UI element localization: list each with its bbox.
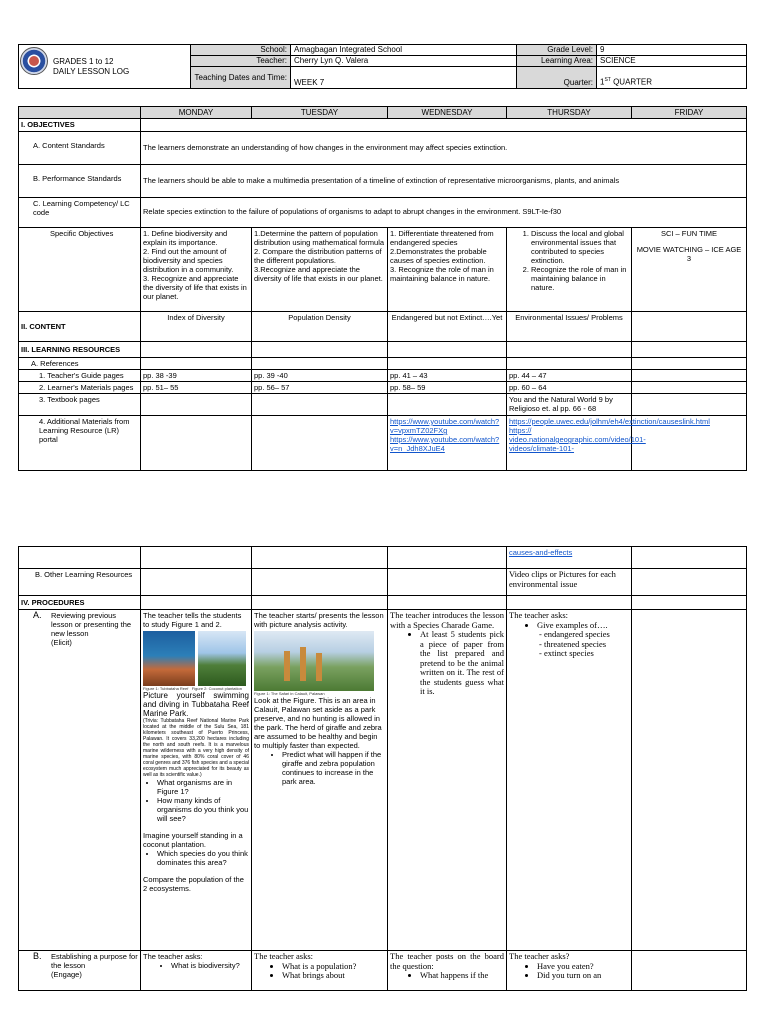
proc-a-title: Reviewing previous lesson or presenting the new lesson: [51, 611, 132, 638]
b-wed-b1: • What happens if the: [420, 971, 504, 981]
lesson-table-page2: [18, 546, 747, 991]
school-label: School:: [191, 45, 291, 56]
ref-blank-tue: [252, 358, 388, 370]
proc-b-monday: [141, 951, 252, 991]
lr-wed-link-1[interactable]: https://www.youtube.com/watch?v=vpxmTZ02FXg: [390, 417, 500, 435]
b-tue-b2: • What brings about: [282, 971, 385, 981]
lm-tuesday: pp. 56– 57: [252, 382, 388, 394]
lr-thursday: [507, 416, 710, 471]
proc-b-wednesday: [388, 951, 507, 991]
tg-label: 1. Teacher's Guide pages: [19, 370, 141, 382]
a-thu-d1: - endangered species: [547, 630, 629, 640]
b-thu-b2: • Did you turn on an: [537, 971, 629, 981]
ref-blank-wed: [388, 358, 507, 370]
section-content: II. CONTENT: [19, 312, 141, 342]
b-tue-b1: • What is a population?: [282, 962, 385, 972]
fri-fun-time: SCI – FUN TIME: [660, 229, 718, 238]
school-value: Amagbagan Integrated School: [291, 45, 517, 56]
specific-mon-3: 3. Recognize and appreciate the diversity of life that exists in our planet.: [143, 274, 247, 301]
dates-label: Teaching Dates and Time:: [191, 67, 291, 89]
ref-blank-mon: [141, 358, 252, 370]
header-table: [18, 44, 747, 89]
tg-monday: pp. 38 -39: [141, 370, 252, 382]
other-thursday: Video clips or Pictures for each environmental issue: [507, 569, 632, 596]
other-resources-label: B. Other Learning Resources: [19, 569, 141, 596]
proc-a-monday: [141, 610, 252, 951]
cont-blank-label: [19, 547, 141, 569]
ref-blank-thu: [507, 358, 632, 370]
lr-wednesday: [388, 416, 507, 471]
a-mon-p3: Compare the population of the 2 ecosystems.: [143, 875, 244, 893]
cont-blank-mon: [141, 547, 252, 569]
a-mon-q3: • Which species do you think dominates this area?: [157, 849, 249, 867]
a-thu-d2: - threatened species: [547, 640, 629, 650]
tg-wednesday: pp. 41 – 43: [388, 370, 507, 382]
content-tuesday: Population Density: [252, 312, 388, 342]
a-mon-p2: Imagine yourself standing in a coconut plantation.: [143, 831, 243, 849]
content-friday: [632, 312, 747, 342]
tg-friday: [632, 370, 747, 382]
competency-text: Relate species extinction to the failure of populations of organisms to adapt to abrupt changes in the environment. S9LT-Ie-f30: [141, 198, 747, 228]
lr-monday: [141, 416, 252, 471]
fig1-caption: Figure 1: Tubbataha Reef: [143, 686, 189, 691]
lm-wednesday: pp. 58– 59: [388, 382, 507, 394]
proc-blank-tue: [252, 596, 388, 610]
proc-b-letter: B.: [33, 951, 42, 961]
tb-label: 3. Textbook pages: [19, 394, 141, 416]
lr-wed-link-2[interactable]: https://www.youtube.com/watch?v=n_Jdh8XJuE4: [390, 435, 500, 453]
objectives-blank: [141, 119, 747, 132]
specific-thu-2: 2. Recognize the role of man in maintaining balance in nature.: [531, 265, 629, 292]
section-objectives: I. OBJECTIVES: [19, 119, 141, 132]
proc-a-wednesday: [388, 610, 507, 951]
lr-label: 4. Additional Materials from Learning Resource (LR) portal: [19, 416, 141, 471]
a-mon-q1: • What organisms are in Figure 1?: [157, 778, 249, 796]
proc-b-tuesday: [252, 951, 388, 991]
b-thu-intro: The teacher asks?: [509, 951, 570, 961]
lm-monday: pp. 51– 55: [141, 382, 252, 394]
specific-wed-1: 1. Differentiate threatened from endangered species: [390, 229, 494, 247]
lr-tuesday: [252, 416, 388, 471]
tb-wednesday: [388, 394, 507, 416]
resources-blank-mon: [141, 342, 252, 358]
a-tue-p1: Look at the Figure. This is an area in Calauit, Palawan set aside as a park preserve, and no hunting is allowed in the park. The herd of giraffe and zebra are assumed to be healthy and begin to multiply faster than expected.: [254, 696, 382, 750]
lr-thu-cont: [507, 547, 632, 569]
content-standards-text: The learners demonstrate an understanding of how changes in the environment may affect species extinction.: [141, 132, 747, 165]
giraffe-zebra-photo: [254, 631, 374, 691]
quarter-label: Quarter:: [517, 67, 597, 89]
corner-cell: [19, 107, 141, 119]
a-tue-intro: The teacher starts/ presents the lesson with picture analysis activity.: [254, 611, 384, 629]
b-mon-intro: The teacher asks:: [143, 952, 203, 961]
resources-blank-tue: [252, 342, 388, 358]
proc-b-sub: (Engage): [51, 970, 82, 979]
day-monday: MONDAY: [141, 107, 252, 119]
lr-thu-link-1[interactable]: https://people.uwec.edu/jolhm/eh4/extinction/causeslink.html: [509, 417, 710, 426]
proc-blank-fri: [632, 596, 747, 610]
lm-friday: [632, 382, 747, 394]
tb-tuesday: [252, 394, 388, 416]
doc-title-line2: DAILY LESSON LOG: [53, 66, 130, 76]
reef-photo: [143, 631, 195, 686]
day-tuesday: TUESDAY: [252, 107, 388, 119]
lesson-table-page1: [18, 106, 747, 471]
content-monday: Index of Diversity: [141, 312, 252, 342]
lr-thu-link-cont[interactable]: causes-and-effects: [509, 548, 573, 557]
a-mon-p1: Picture yourself swimming and diving in Tubbataha Reef Marine Park.: [143, 691, 249, 718]
a-tue-q1: • Predict what will happen if the giraffe and zebra population continues to increase in the park area.: [282, 750, 385, 786]
other-mon: [141, 569, 252, 596]
proc-blank-wed: [388, 596, 507, 610]
specific-mon-1: 1. Define biodiversity and explain its importance.: [143, 229, 228, 247]
proc-a-label: [19, 610, 141, 951]
quarter-value: [597, 67, 747, 89]
quarter-superscript: ST: [604, 77, 611, 84]
giraffe-shape: [300, 647, 306, 681]
resources-blank-fri: [632, 342, 747, 358]
other-fri: [632, 569, 747, 596]
a-mon-intro: The teacher tells the students to study Figure 1 and 2.: [143, 611, 242, 629]
specific-wednesday: [388, 228, 507, 312]
content-standards-label: A. Content Standards: [19, 132, 141, 165]
specific-tuesday: [252, 228, 388, 312]
b-wed-intro: The teacher posts on the board the question:: [390, 951, 504, 971]
giraffe-shape: [284, 651, 290, 681]
b-mon-b1: • What is biodiversity?: [171, 961, 249, 970]
other-wed: [388, 569, 507, 596]
cont-blank-fri: [632, 547, 747, 569]
resources-blank-wed: [388, 342, 507, 358]
day-thursday: THURSDAY: [507, 107, 632, 119]
section-resources: III. LEARNING RESOURCES: [19, 342, 141, 358]
a-mon-trivia: (Trivia: Tubbataha Reef National Marine Park located at the middle of the Sulu Sea, 181 kilometers southeast of Puerto Princess, Palawan. It covers 33,200 hectares including the north and south reefs. It is a marvelous marine wilderness with a very high density of marine species, with 80% coral cover of 46 coral genres and 376 fish species and a special ecosystem much appreciated for its beauty as well as its scientific value.): [143, 718, 249, 778]
resources-blank-thu: [507, 342, 632, 358]
tb-monday: [141, 394, 252, 416]
fri-movie: MOVIE WATCHING – ICE AGE 3: [636, 245, 742, 263]
a-thu-b1: • Give examples of….: [537, 621, 629, 631]
ref-blank-fri: [632, 358, 747, 370]
performance-standards-text: The learners should be able to make a multimedia presentation of a timeline of extinction of representative microorganisms, plants, and animals: [141, 165, 747, 198]
specific-tue-2: 2. Compare the distribution patterns of the different populations.: [254, 247, 382, 265]
cont-blank-tue: [252, 547, 388, 569]
lr-thu-link-2[interactable]: https://: [509, 426, 532, 435]
dates-value: WEEK 7: [291, 67, 517, 89]
specific-wed-3: 3. Recognize the role of man in maintaining balance in nature.: [390, 265, 494, 283]
tg-tuesday: pp. 39 -40: [252, 370, 388, 382]
specific-mon-2: 2. Find out the amount of biodiversity and species distribution in a community.: [143, 247, 234, 274]
specific-tue-3: 3.Recognize and appreciate the diversity of life that exists in our planet.: [254, 265, 383, 283]
tg-thursday: pp. 44 – 47: [507, 370, 632, 382]
references-label: A. References: [19, 358, 141, 370]
a-mon-q2: • How many kinds of organisms do you think you will see?: [157, 796, 249, 823]
specific-tue-1: 1.Determine the pattern of population distribution using mathematical formula: [254, 229, 385, 247]
proc-b-label: [19, 951, 141, 991]
doc-title-line1: GRADES 1 to 12: [53, 56, 114, 66]
teacher-value: Cherry Lyn Q. Valera: [291, 56, 517, 67]
teacher-label: Teacher:: [191, 56, 291, 67]
fig2-caption: Figure 2: Coconut plantation: [191, 686, 242, 691]
proc-a-friday: [632, 610, 747, 951]
proc-blank-mon: [141, 596, 252, 610]
area-value: SCIENCE: [597, 56, 747, 67]
tb-thursday: You and the Natural World 9 by Religioso et. al pp. 66 - 68: [507, 394, 632, 416]
specific-thu-1: 1. Discuss the local and global environmental issues that contributed to species extinction.: [531, 229, 629, 265]
content-thursday: Environmental Issues/ Problems: [507, 312, 632, 342]
proc-a-thursday: [507, 610, 632, 951]
competency-label: C. Learning Competency/ LC code: [19, 198, 141, 228]
proc-a-sub: (Elicit): [51, 638, 72, 647]
coconut-plantation-photo: [198, 631, 246, 686]
giraffe-shape: [316, 653, 322, 681]
content-wednesday: Endangered but not Extinct….Yet: [388, 312, 507, 342]
title-cell: [19, 45, 191, 89]
lm-thursday: pp. 60 – 64: [507, 382, 632, 394]
proc-blank-thu: [507, 596, 632, 610]
performance-standards-label: B. Performance Standards: [19, 165, 141, 198]
proc-b-thursday: [507, 951, 632, 991]
tb-friday: [632, 394, 747, 416]
tue-fig-caption: Figure 1: The Safari in Calauit, Palawan: [254, 691, 325, 696]
area-label: Learning Area:: [517, 56, 597, 67]
proc-b-title: Establishing a purpose for the lesson: [51, 952, 138, 970]
specific-friday: [632, 228, 747, 312]
cont-blank-wed: [388, 547, 507, 569]
lm-label: 2. Learner's Materials pages: [19, 382, 141, 394]
day-friday: FRIDAY: [632, 107, 747, 119]
specific-monday: [141, 228, 252, 312]
quarter-word: QUARTER: [610, 78, 653, 87]
proc-a-letter: A.: [33, 610, 42, 620]
specific-wed-2: 2.Demonstrates the probable causes of species extinction.: [390, 247, 487, 265]
other-tue: [252, 569, 388, 596]
grade-value: 9: [597, 45, 747, 56]
proc-b-friday: [632, 951, 747, 991]
a-thu-intro: The teacher asks:: [509, 610, 568, 620]
quarter-number: 1: [600, 78, 605, 87]
a-wed-b1: • At least 5 students pick a piece of paper from the list prepared and pretend to be the animal written on it. The rest of the students guess what it is.: [420, 630, 504, 697]
grade-label: Grade Level:: [517, 45, 597, 56]
b-thu-b1: • Have you eaten?: [537, 962, 629, 972]
lr-thu-link-3[interactable]: video.nationalgeographic.com/video/101-videos/climate-101-: [509, 435, 646, 453]
proc-a-tuesday: [252, 610, 388, 951]
a-thu-d3: - extinct species: [547, 649, 629, 659]
section-procedures: IV. PROCEDURES: [19, 596, 141, 610]
day-wednesday: WEDNESDAY: [388, 107, 507, 119]
b-tue-intro: The teacher asks:: [254, 951, 313, 961]
specific-thursday: [507, 228, 632, 312]
specific-objectives-label: Specific Objectives: [19, 228, 141, 312]
a-wed-p1: The teacher introduces the lesson with a Species Charade Game.: [390, 610, 504, 630]
